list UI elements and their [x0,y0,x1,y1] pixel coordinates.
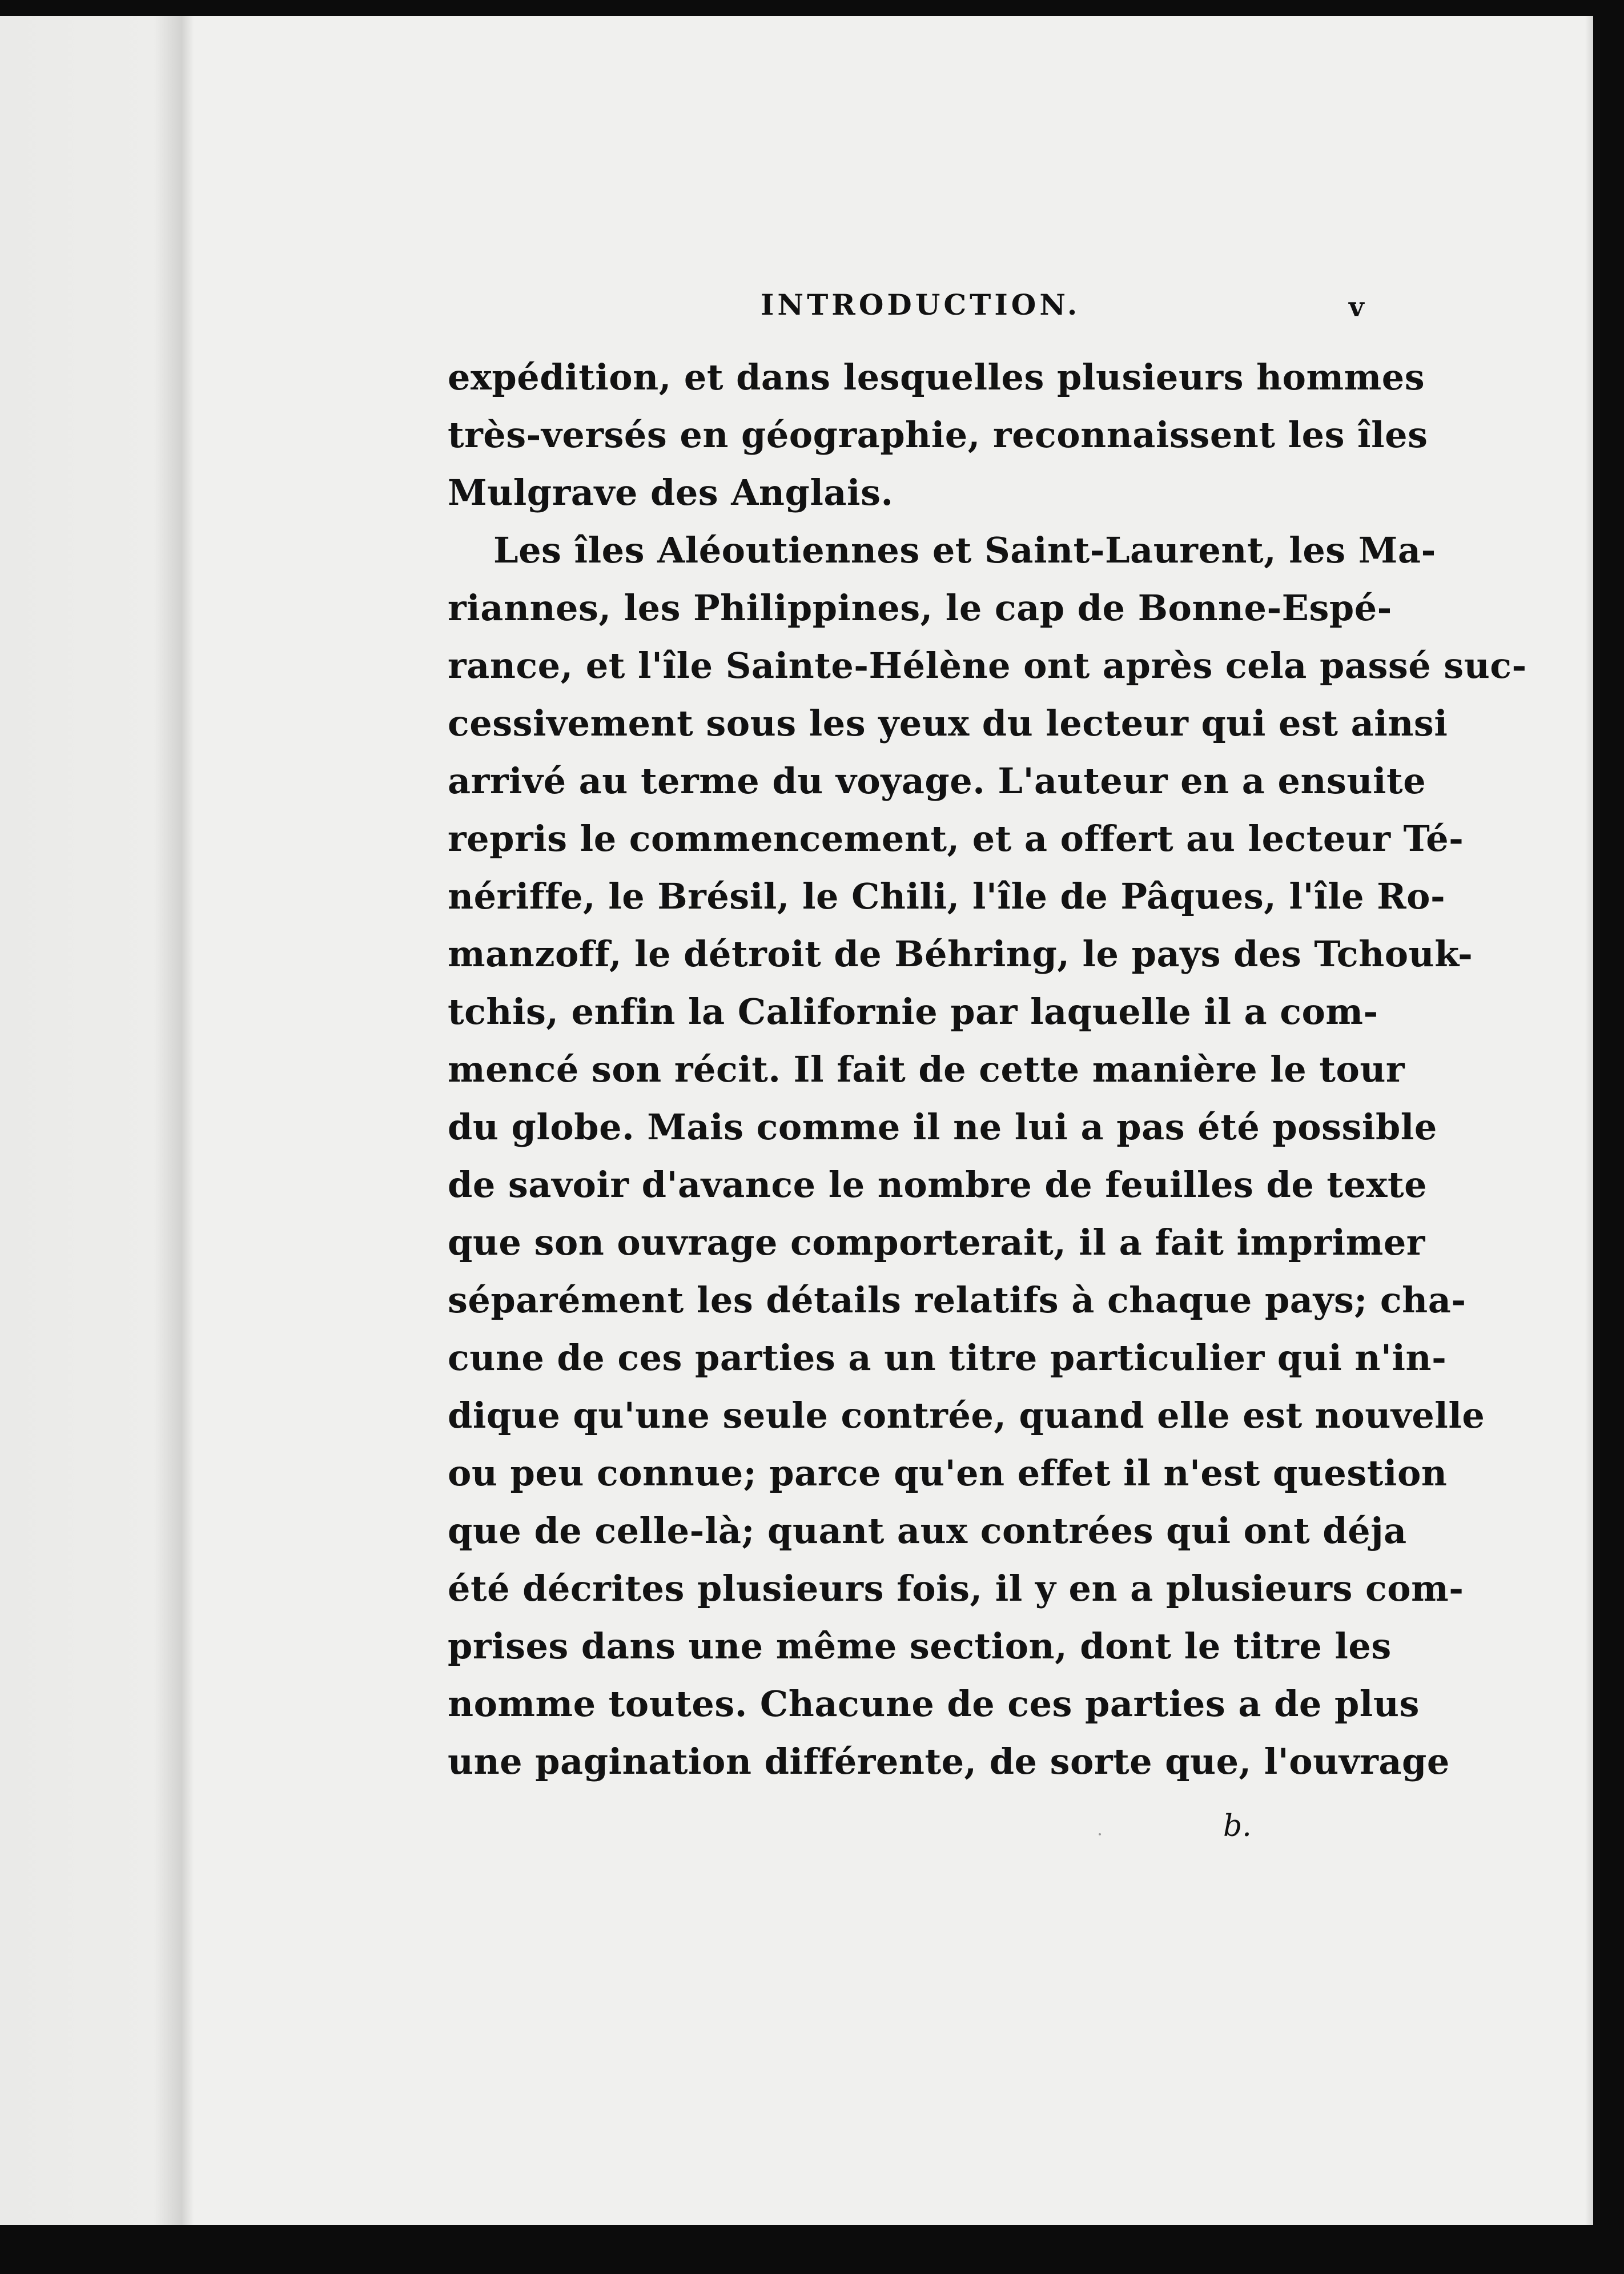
text-line: expédition, et dans lesquelles plusieurs hommes [448,356,1425,398]
text-line: arrivé au terme du voyage. L'auteur en a ensuite [448,760,1426,802]
text-line: cessivement sous les yeux du lecteur qui est ainsi [448,702,1448,744]
text-line: prises dans une même section, dont le titre les [448,1625,1392,1667]
text-line: du globe. Mais comme il ne lui a pas été possible [448,1106,1437,1148]
page-number: v [1349,291,1364,322]
paper-speck [1099,1833,1101,1835]
text-line: dique qu'une seule contrée, quand elle est nouvelle [448,1395,1485,1436]
text-line: mencé son récit. Il fait de cette manière le tour [448,1048,1405,1090]
text-line: tchis, enfin la Californie par laquelle il a com- [448,991,1378,1032]
text-line: rance, et l'île Sainte-Hélène ont après cela passé suc- [448,645,1527,686]
text-line: repris le commencement, et a offert au lecteur Té- [448,818,1464,859]
running-title: INTRODUCTION. [761,288,1081,322]
text-line: de savoir d'avance le nombre de feuilles de texte [448,1164,1428,1206]
text-line: Les îles Aléoutiennes et Saint-Laurent, les Ma- [493,529,1436,571]
text-line: nériffe, le Brésil, le Chili, l'île de Pâques, l'île Ro- [448,875,1446,917]
text-line: riannes, les Philippines, le cap de Bonne-Espé- [448,587,1392,629]
signature-mark: b. [1223,1809,1252,1843]
text-line: Mulgrave des Anglais. [448,472,894,513]
text-line: cune de ces parties a un titre particulier qui n'in- [448,1337,1447,1379]
text-line: séparément les détails relatifs à chaque pays; cha- [448,1279,1466,1321]
text-line: manzoff, le détroit de Béhring, le pays des Tchouk- [448,933,1473,975]
text-line: été décrites plusieurs fois, il y en a plusieurs com- [448,1568,1464,1609]
body-text [448,348,1527,1790]
running-head [448,268,1364,337]
page-edge-shadow [1585,16,1593,2225]
text-line: ou peu connue; parce qu'en effet il n'est question [448,1452,1448,1494]
gutter-shadow [0,16,194,2225]
text-line: nomme toutes. Chacune de ces parties a de plus [448,1683,1420,1725]
text-line: que de celle-là; quant aux contrées qui ont déja [448,1510,1407,1552]
text-line: très-versés en géographie, reconnaissent les îles [448,414,1428,456]
text-line: une pagination différente, de sorte que, l'ouvrage [448,1741,1450,1782]
text-line: que son ouvrage comporterait, il a fait imprimer [448,1222,1425,1263]
